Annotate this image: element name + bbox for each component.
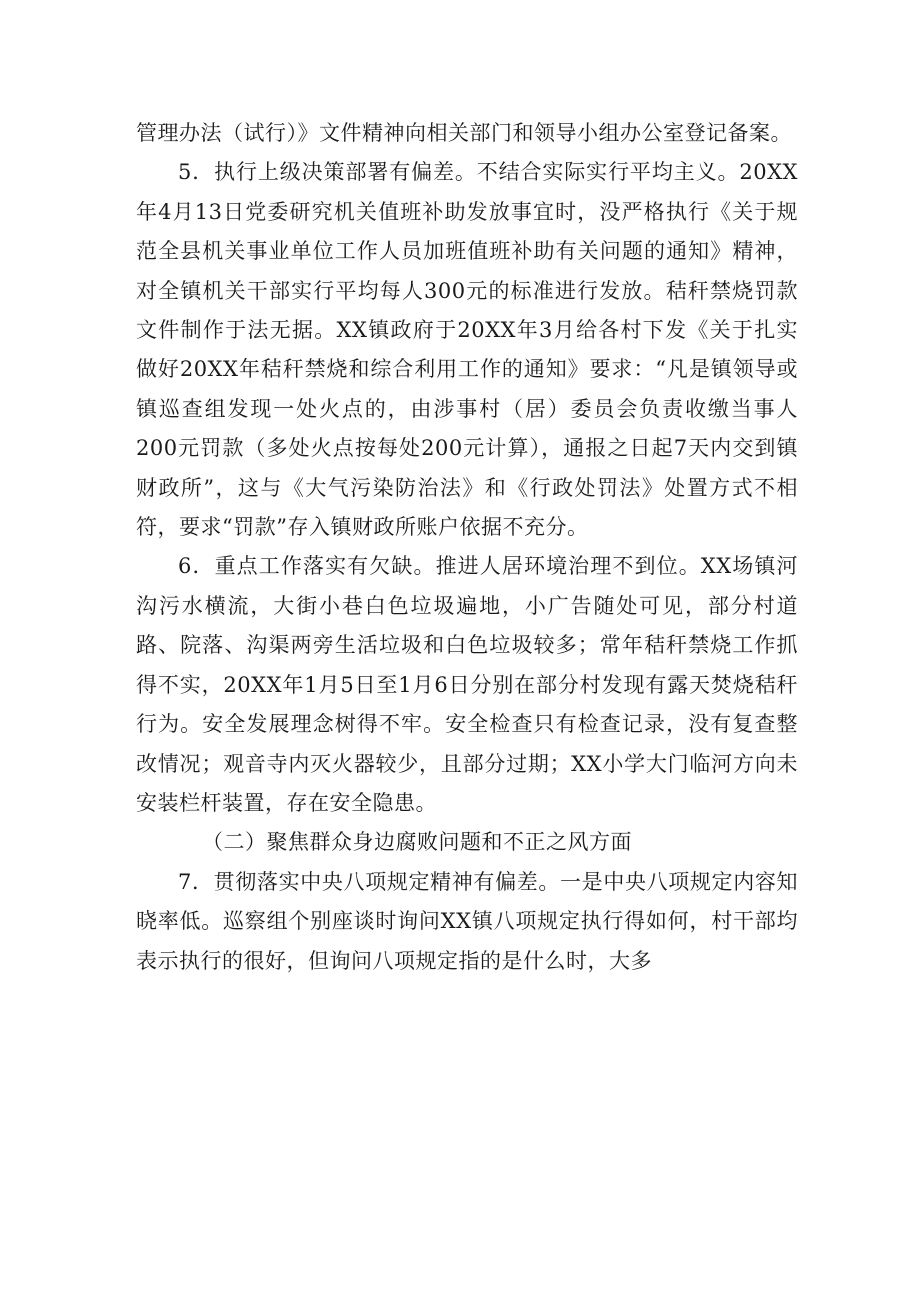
paragraph-continuation: 管理办法（试行）》文件精神向相关部门和领导小组办公室登记备案。 [136,121,792,145]
paragraph-item-5: 5．执行上级决策部署有偏差。不结合实际实行平均主义。20XX年4月13日党委研究机关值班补助发放事宜时，没严格执行《关于规范全县机关事业单位工作人员加班值班补助有关问题的通知》精神，对全镇机关干部实行平均每人300元的标准进行发放。秸秆禁烧罚款文件制作于法无据。XX镇政府于20XX年3月给各村下发《关于扎实做好20XX年秸秆禁烧和综合利用工作的通知》要求：“凡是镇领导或镇巡查组发现一处火点的，由涉事村（居）委员会负责收缴当事人200元罚款（多处火点按每处200元计算），通报之日起7天内交到镇财政所”，这与《大气污染防治法》和《行政处罚法》处置方式不相符，要求“罚款”存入镇财政所账户依据不充分。 [136,160,798,540]
paragraph-item-6: 6．重点工作落实有欠缺。推进人居环境治理不到位。XX场镇河沟污水横流，大街小巷白色垃圾遍地，小广告随处可见，部分村道路、院落、沟渠两旁生活垃圾和白色垃圾较多；常年秸秆禁烧工作抓得不实，20XX年1月5日至1月6日分别在部分村发现有露天焚烧秸秆行为。安全发展理念树得不牢。安全检查只有检查记录，没有复查整改情况；观音寺内灭火器较少，且部分过期；XX小学大门临河方向未安装栏杆装置，存在安全隐患。 [136,554,798,815]
paragraph-item-7: 7．贯彻落实中央八项规定精神有偏差。一是中央八项规定内容知晓率低。巡察组个别座谈时询问XX镇八项规定执行得如何，村干部均表示执行的很好，但询问八项规定指的是什么时，大多 [136,869,798,973]
document-body [136,114,798,981]
section-subheading: （二）聚焦群众身边腐败问题和不正之风方面 [202,830,632,855]
